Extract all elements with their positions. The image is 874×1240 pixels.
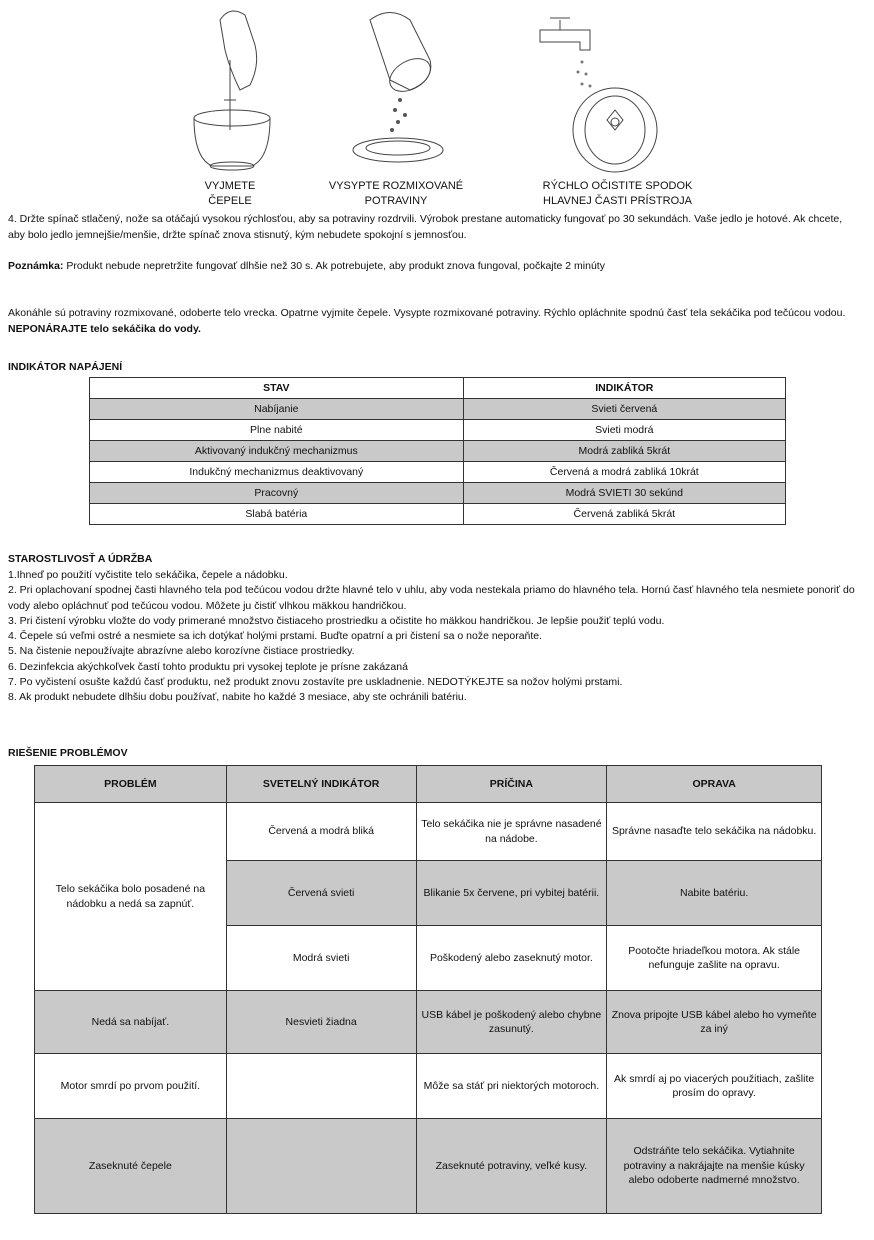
table-row — [35, 1119, 822, 1214]
state-cell: Indukčný mechanizmus deaktivovaný — [90, 462, 464, 483]
table-row — [90, 483, 786, 504]
table-row — [35, 1054, 822, 1119]
cause-cell: Môže sa stáť pri niektorých motoroch. — [416, 1054, 607, 1119]
cause-cell: USB kábel je poškodený alebo chybne zasunutý. — [416, 991, 607, 1054]
problem-cell: Zaseknuté čepele — [35, 1119, 227, 1214]
list-item: 7. Po vyčistení osušte každú časť produktu, než produkt znovu zostavíte pre uskladnenie. NEDOTÝKEJTE sa nožov holými prstami. — [8, 676, 623, 689]
note-text: Produkt nebude nepretržite fungovať dlhšie než 30 s. Ak potrebujete, aby produkt znova fungoval, počkajte 2 minúty — [63, 260, 605, 272]
indicator-cell: Modrá zabliká 5krát — [463, 441, 785, 462]
indicator-cell: Nesvieti žiadna — [226, 991, 416, 1054]
after-mixing-text — [8, 306, 858, 337]
fix-cell: Znova pripojte USB kábel alebo ho vymeňte za iný — [607, 991, 822, 1054]
list-item: 3. Pri čistení výrobku vložte do vody primerané množstvo čistiaceho prostriedku a očistite ho mäkkou handričkou. Je lepšie použiť teplú vodu. — [8, 614, 665, 627]
column-header: PROBLÉM — [35, 766, 227, 803]
state-cell: Pracovný — [90, 483, 464, 504]
figure-caption: VYJMETE ČEPELE — [204, 180, 256, 207]
list-item: 6. Dezinfekcia akýchkoľvek častí tohto produktu pri vysokej teplote je prísne zakázaná — [8, 660, 408, 673]
fix-cell: Ak smrdí aj po viacerých použitiach, zašlite prosím do opravy. — [607, 1054, 822, 1119]
troubleshooting-heading: RIEŠENIE PROBLÉMOV — [8, 747, 128, 759]
table-row — [35, 803, 822, 861]
state-cell: Nabíjanie — [90, 399, 464, 420]
list-item: 4. Čepele sú veľmi ostré a nesmiete sa ich dotýkať holými prstami. Buďte opatrní a pri čistení sa o nože neporaňte. — [8, 630, 543, 643]
state-cell: Aktivovaný indukčný mechanizmus — [90, 441, 464, 462]
power-indicator-heading: INDIKÁTOR NAPÁJENÍ — [8, 361, 123, 373]
indicator-cell — [226, 1119, 416, 1214]
rinse-base-illustration — [530, 0, 700, 178]
indicator-cell: Červená a modrá zabliká 10krát — [463, 462, 785, 483]
pour-food-illustration — [340, 0, 460, 178]
note-label: Poznámka: — [8, 260, 64, 272]
indicator-cell — [226, 1054, 416, 1119]
indicator-cell: Svieti červená — [463, 399, 785, 420]
troubleshooting-table — [34, 765, 822, 1214]
table-row — [90, 441, 786, 462]
indicator-cell: Červená zabliká 5krát — [463, 504, 785, 525]
care-list — [8, 568, 858, 706]
cause-cell: Blikanie 5x červene, pri vybitej batérii. — [416, 861, 607, 926]
state-cell: Plne nabité — [90, 420, 464, 441]
state-cell: Slabá batéria — [90, 504, 464, 525]
list-item: 2. Pri oplachovaní spodnej časti hlavného tela pod tečúcou vodou držte hlavné telo v uhlu, aby voda nestekala priamo do hlavného tela. Hornú časť hlavného tela nesmiete ponoriť do vody alebo opláchnuť pod tečúcou vodou. Môžete ju čistiť vlhkou mäkkou handričkou. — [8, 584, 855, 612]
table-row — [35, 991, 822, 1054]
column-header: OPRAVA — [607, 766, 822, 803]
table-row — [90, 462, 786, 483]
list-item: 1.Ihneď po použití vyčistite telo sekáčika, čepele a nádobku. — [8, 569, 288, 581]
remove-blades-illustration — [180, 0, 290, 178]
problem-cell: Nedá sa nabíjať. — [35, 991, 227, 1054]
figure-caption: RÝCHLO OČISTITE SPODOK HLAVNEJ ČASTI PRÍSTROJA — [542, 180, 693, 207]
cause-cell: Poškodený alebo zaseknutý motor. — [416, 926, 607, 991]
column-header: SVETELNÝ INDIKÁTOR — [226, 766, 416, 803]
fix-cell: Správne nasaďte telo sekáčika na nádobku. — [607, 803, 822, 861]
fix-cell: Nabite batériu. — [607, 861, 822, 926]
list-item: 8. Ak produkt nebudete dlhšiu dobu používať, nabite ho každé 3 mesiace, aby ste ochránili batériu. — [8, 691, 467, 704]
table-row — [90, 420, 786, 441]
column-header: PRÍČINA — [416, 766, 607, 803]
table-row — [90, 504, 786, 525]
indicator-cell: Svieti modrá — [463, 420, 785, 441]
column-header: STAV — [90, 378, 464, 399]
warning-text: NEPONÁRAJTE telo sekáčika do vody. — [8, 322, 201, 335]
care-heading: STAROSTLIVOSŤ A ÚDRŽBA — [8, 553, 153, 565]
indicator-cell: Červená svieti — [226, 861, 416, 926]
cause-cell: Telo sekáčika nie je správne nasadené na nádobe. — [416, 803, 607, 861]
power-indicator-table — [89, 377, 786, 525]
list-item: 5. Na čistenie nepoužívajte abrazívne alebo korozívne čistiace prostriedky. — [8, 645, 355, 658]
indicator-cell: Modrá SVIETI 30 sekúnd — [463, 483, 785, 504]
fix-cell: Pootočte hriadeľkou motora. Ak stále nefunguje zašlite na opravu. — [607, 926, 822, 991]
note — [8, 259, 858, 275]
column-header: INDIKÁTOR — [463, 378, 785, 399]
indicator-cell: Modrá svieti — [226, 926, 416, 991]
figure-caption: VYSYPTE ROZMIXOVANÉ POTRAVINY — [328, 180, 464, 207]
problem-cell: Motor smrdí po prvom použití. — [35, 1054, 227, 1119]
indicator-cell: Červená a modrá bliká — [226, 803, 416, 861]
table-row — [90, 399, 786, 420]
cause-cell: Zaseknuté potraviny, veľké kusy. — [416, 1119, 607, 1214]
problem-cell: Telo sekáčika bolo posadené na nádobku a nedá sa zapnúť. — [35, 803, 227, 991]
step-4-text: 4. Držte spínač stlačený, nože sa otáčajú vysokou rýchlosťou, aby sa potraviny rozdrvili. Výrobok prestane automaticky fungovať po 30 sekundách. Vaše jedlo je hotové. Ak chcete, aby bolo jedlo jemnejšie/menšie, držte spínač znova stisnutý, kým nebudete spokojní s jemnosťou. — [8, 213, 843, 241]
fix-cell: Odstráňte telo sekáčika. Vytiahnite potraviny a nakrájajte na menšie kúsky alebo odoberte nadmerné množstvo. — [607, 1119, 822, 1214]
after-text: Akonáhle sú potraviny rozmixované, odoberte telo vrecka. Opatrne vyjmite čepele. Vysypte rozmixované potraviny. Rýchlo opláchnite spodnú časť tela sekáčika pod tečúcou vodou. — [8, 307, 846, 319]
